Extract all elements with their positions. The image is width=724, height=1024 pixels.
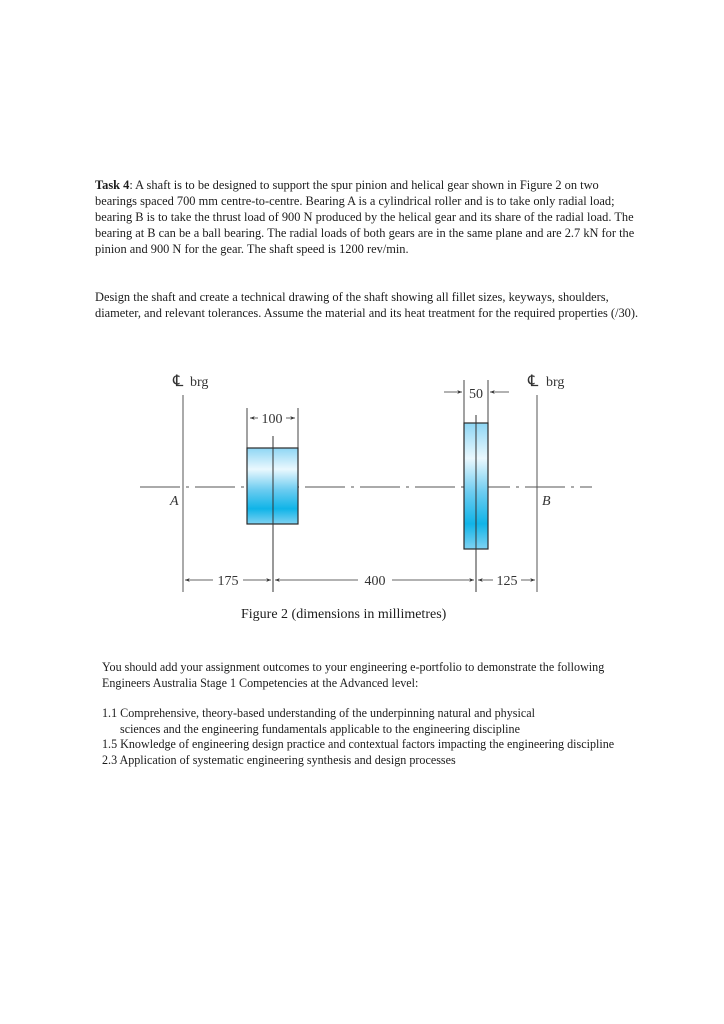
competency-code: 1.1 <box>102 706 118 721</box>
competency-text: Knowledge of engineering design practice and contextual factors impacting the engineering discipline <box>120 737 615 752</box>
task-text: : A shaft is to be designed to support the spur pinion and helical gear shown in Figure 2 on two bearings spaced 700 mm centre-to-centre. Bearing A is a cylindrical roller and is to take only radial load; bearing B is to take the thrust load of 900 N produced by the helical gear and its share of the radial load. The bearing at B can be a ball bearing. The radial loads of both gears are in the same plane and are 2.7 kN for the pinion and 900 N for the gear. The shaft speed is 1200 rev/min. <box>95 178 635 256</box>
bearing-a-centerline <box>169 373 208 592</box>
competency-text: Application of systematic engineering synthesis and design processes <box>119 752 456 767</box>
bearing-label-right: brg <box>546 375 565 390</box>
dim-125: 125 <box>496 574 518 589</box>
task-paragraph <box>95 177 640 257</box>
competency-1-5 <box>102 737 647 753</box>
figure-caption: Figure 2 (dimensions in millimetres) <box>241 607 447 622</box>
pinion-width-dimension: 100 <box>261 412 283 427</box>
competency-1-1 <box>102 706 647 737</box>
gear-width-dimension: 50 <box>469 387 483 402</box>
helical-gear <box>444 380 509 592</box>
bearing-b-label: B <box>542 494 551 509</box>
dim-400: 400 <box>364 574 386 589</box>
competency-text: Comprehensive, theory-based understanding of the underpinning natural and physical <box>120 706 535 721</box>
competency-code: 2.3 <box>102 752 118 767</box>
task-label: Task 4 <box>95 178 130 192</box>
spur-pinion <box>247 408 298 592</box>
competency-code: 1.5 <box>102 737 118 752</box>
centerline-symbol-right: ℄ <box>528 373 539 390</box>
competencies-intro: You should add your assignment outcomes to your engineering e-portfolio to demonstrate the following Engineers Australia Stage 1 Competencies at the Advanced level: <box>102 660 605 690</box>
dimension-chain <box>185 572 535 589</box>
competency-text-continued: sciences and the engineering fundamentals applicable to the engineering discipline <box>120 721 520 736</box>
competencies-section <box>102 660 647 769</box>
bearing-b-centerline <box>527 373 564 592</box>
figure-2-shaft-diagram <box>0 355 724 595</box>
design-paragraph: Design the shaft and create a technical drawing of the shaft showing all fillet sizes, keyways, shoulders, diameter, and relevant tolerances. Assume the material and its heat treatment for the required properties (/30). <box>95 290 639 320</box>
bearing-label-left: brg <box>190 375 209 390</box>
centerline-symbol-left: ℄ <box>173 373 184 390</box>
bearing-a-label: A <box>170 494 179 509</box>
competency-2-3 <box>102 753 647 769</box>
dim-175: 175 <box>217 574 239 589</box>
